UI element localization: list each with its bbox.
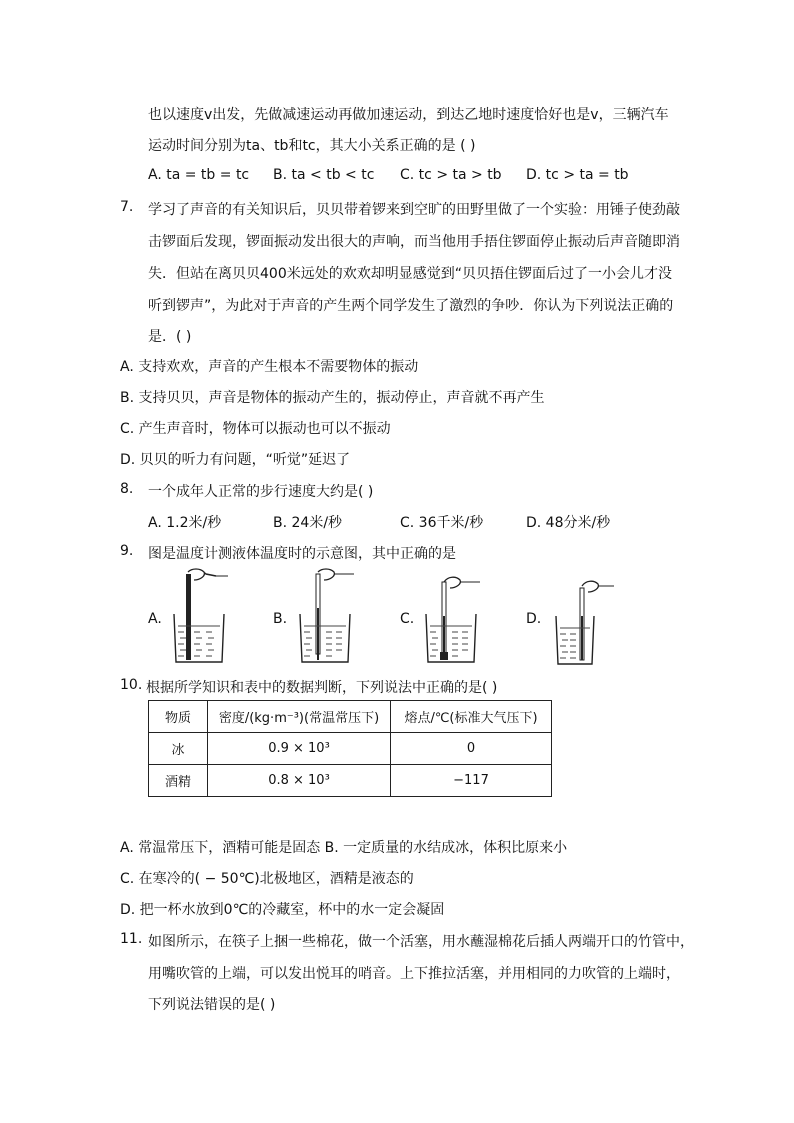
table-cell: −117 (391, 765, 552, 797)
q7-line-2: 击锣面后发现，锣面振动发出很大的声响，而当他用手捂住锣面停止振动后声音随即消 (148, 234, 680, 250)
table-cell: 0.8 × 10³ (208, 765, 391, 797)
q8-option-c: C. 36千米/秒 (400, 515, 484, 531)
thermometer-figure-d (552, 576, 618, 666)
table-row (149, 765, 552, 797)
q11-number: 11. (120, 931, 143, 947)
q6-option-c: C. tc > ta > tb (400, 167, 502, 183)
q10-option-a-b: A. 常温常压下，酒精可能是固态 B. 一定质量的水结成冰，体积比原来小 (120, 840, 568, 856)
q7-option-a: A. 支持欢欢，声音的产生根本不需要物体的振动 (120, 359, 419, 375)
table-header-cell: 密度/(kg·m⁻³)(常温常压下) (208, 701, 391, 733)
q9-label-a: A. (148, 611, 162, 627)
q7-option-d: D. 贝贝的听力有问题，“听觉”延迟了 (120, 452, 351, 468)
q6-line2: 运动时间分别为ta、tb和tc，其大小关系正确的是 ( ) (148, 138, 476, 154)
q9-label-c: C. (400, 611, 415, 627)
table-row (149, 733, 552, 765)
data-table (148, 700, 552, 797)
thermometer-figure-b (296, 568, 358, 664)
q10-option-d: D. 把一杯水放到0℃的冷藏室，杯中的水一定会凝固 (120, 902, 445, 918)
q11-line-1: 如图所示，在筷子上捆一些棉花，做一个活塞，用水蘸湿棉花后插人两端开口的竹管中， (148, 934, 694, 950)
q9-number: 9. (120, 543, 134, 559)
table-cell: 0 (391, 733, 552, 765)
q7-line-3: 失．但站在离贝贝400米远处的欢欢却明显感觉到“贝贝捂住锣面后过了一小会儿才没 (148, 266, 672, 282)
q9-label-b: B. (273, 611, 288, 627)
thermometer-figure-c (422, 568, 484, 664)
q11-line-3: 下列说法错误的是( ) (148, 997, 276, 1013)
q6-option-a: A. ta = tb = tc (148, 167, 250, 183)
q7-line-5: 是．( ) (148, 329, 192, 345)
q6-option-d: D. tc > ta = tb (526, 167, 629, 183)
q6-line1: 也以速度v出发，先做减速运动再做加速运动，到达乙地时速度恰好也是v，三辆汽车 (148, 107, 669, 123)
q8-option-d: D. 48分米/秒 (526, 515, 611, 531)
q7-number: 7. (120, 199, 134, 215)
q10-option-c: C. 在寒冷的( − 50℃)北极地区，酒精是液态的 (120, 871, 414, 887)
table-cell: 酒精 (149, 765, 208, 797)
q7-line-4: 听到锣声”，为此对于声音的产生两个同学发生了激烈的争吵．你认为下列说法正确的 (148, 298, 674, 314)
q9-label-d: D. (526, 611, 542, 627)
table-cell: 冰 (149, 733, 208, 765)
thermometer-figure-a (170, 568, 232, 664)
q11-line-2: 用嘴吹管的上端，可以发出悦耳的哨音。上下推拉活塞，并用相同的力吹管的上端时， (148, 966, 680, 982)
q8-number: 8. (120, 481, 134, 497)
q7-line-1: 学习了声音的有关知识后，贝贝带着锣来到空旷的田野里做了一个实验：用锤子使劲敲 (148, 202, 680, 218)
table-header-cell: 物质 (149, 701, 208, 733)
q8-option-a: A. 1.2米/秒 (148, 515, 222, 531)
q7-option-c: C. 产生声音时，物体可以振动也可以不振动 (120, 421, 391, 437)
table-header-row (149, 701, 552, 733)
q10-number: 10. (120, 677, 143, 693)
table-cell: 0.9 × 10³ (208, 733, 391, 765)
q9-text: 图是温度计测液体温度时的示意图，其中正确的是 (148, 546, 456, 562)
q8-text: 一个成年人正常的步行速度大约是( ) (148, 484, 374, 500)
q7-option-b: B. 支持贝贝，声音是物体的振动产生的，振动停止，声音就不再产生 (120, 390, 545, 406)
q8-option-b: B. 24米/秒 (273, 515, 343, 531)
q10-text: 根据所学知识和表中的数据判断，下列说法中正确的是( ) (146, 680, 498, 696)
table-header-cell: 熔点/℃(标准大气压下) (391, 701, 552, 733)
q6-option-b: B. ta < tb < tc (273, 167, 375, 183)
